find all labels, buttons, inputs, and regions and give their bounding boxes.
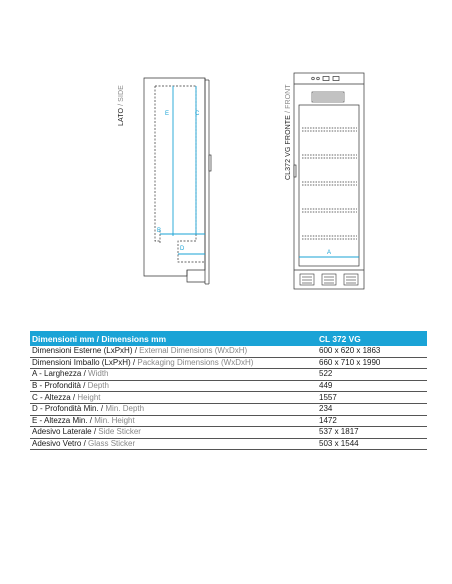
label-en: Side Sticker: [98, 427, 141, 437]
label-it: Dimensioni Imballo (LxPxH) /: [32, 357, 136, 367]
label-it: Dimensioni Esterne (LxPxH) /: [32, 346, 137, 356]
header-dimensions: Dimensioni mm / Dimensions mm: [32, 333, 167, 344]
row-label: [30, 439, 317, 449]
row-label: [30, 393, 317, 403]
row-label: [30, 404, 317, 414]
table-row: [30, 346, 427, 358]
row-value: 449: [319, 381, 333, 391]
side-view-label: LATO / SIDE: [118, 85, 125, 126]
side-marker-b: B: [157, 228, 162, 234]
row-label: [30, 346, 317, 356]
label-en: Glass Sticker: [88, 439, 136, 449]
table-row: [30, 427, 427, 439]
label-en: Min. Depth: [105, 404, 145, 414]
label-it: B - Profondità /: [32, 381, 86, 391]
row-label: [30, 369, 317, 379]
table-row: [30, 381, 427, 393]
side-marker-e: E: [165, 111, 170, 117]
row-value: 234: [319, 404, 333, 414]
row-label: [30, 416, 317, 426]
label-en: Min. Height: [94, 415, 135, 425]
side-marker-d: D: [180, 246, 185, 252]
side-marker-c: C: [195, 111, 200, 117]
side-view-drawing: [144, 78, 211, 284]
table-row: [30, 404, 427, 416]
label-it: A - Larghezza /: [32, 369, 86, 379]
row-value: 1557: [319, 392, 337, 402]
label-it: E - Altezza Min. /: [32, 415, 93, 425]
dimensions-table: [30, 331, 427, 450]
table-row: [30, 416, 427, 428]
row-value: 503 x 1544: [319, 439, 359, 449]
label-en: External Dimensions (WxDxH): [139, 346, 248, 356]
row-value: 600 x 620 x 1863: [319, 346, 381, 356]
table-header: [30, 331, 427, 346]
table-row: [30, 369, 427, 381]
label-it: Adesivo Laterale /: [32, 427, 97, 437]
table-row: [30, 392, 427, 404]
row-label: [30, 358, 317, 368]
row-value: 537 x 1817: [319, 427, 359, 437]
row-value: 522: [319, 369, 333, 379]
side-label-en: SIDE: [118, 85, 125, 102]
label-en: Packaging Dimensions (WxDxH): [137, 357, 254, 367]
label-it: Adesivo Vetro /: [32, 439, 86, 449]
header-model: CL 372 VG: [319, 333, 361, 344]
table-row: [30, 358, 427, 370]
front-label-en: FRONT: [285, 84, 292, 109]
front-view-label: CL372 VG FRONTE / FRONT: [285, 84, 292, 180]
label-it: C - Altezza /: [32, 392, 76, 402]
front-marker-a: A: [327, 250, 332, 256]
label-en: Width: [88, 369, 109, 379]
row-value: 660 x 710 x 1990: [319, 357, 381, 367]
label-it: D - Profondità Min. /: [32, 404, 104, 414]
row-value: 1472: [319, 415, 337, 425]
side-label-it: LATO: [118, 107, 125, 126]
row-label: [30, 381, 317, 391]
front-model-label: CL372 VG: [285, 146, 292, 180]
front-label-it: FRONTE: [285, 115, 292, 145]
table-row: [30, 439, 427, 451]
label-en: Height: [77, 392, 101, 402]
label-en: Depth: [87, 381, 109, 391]
row-label: [30, 427, 317, 437]
